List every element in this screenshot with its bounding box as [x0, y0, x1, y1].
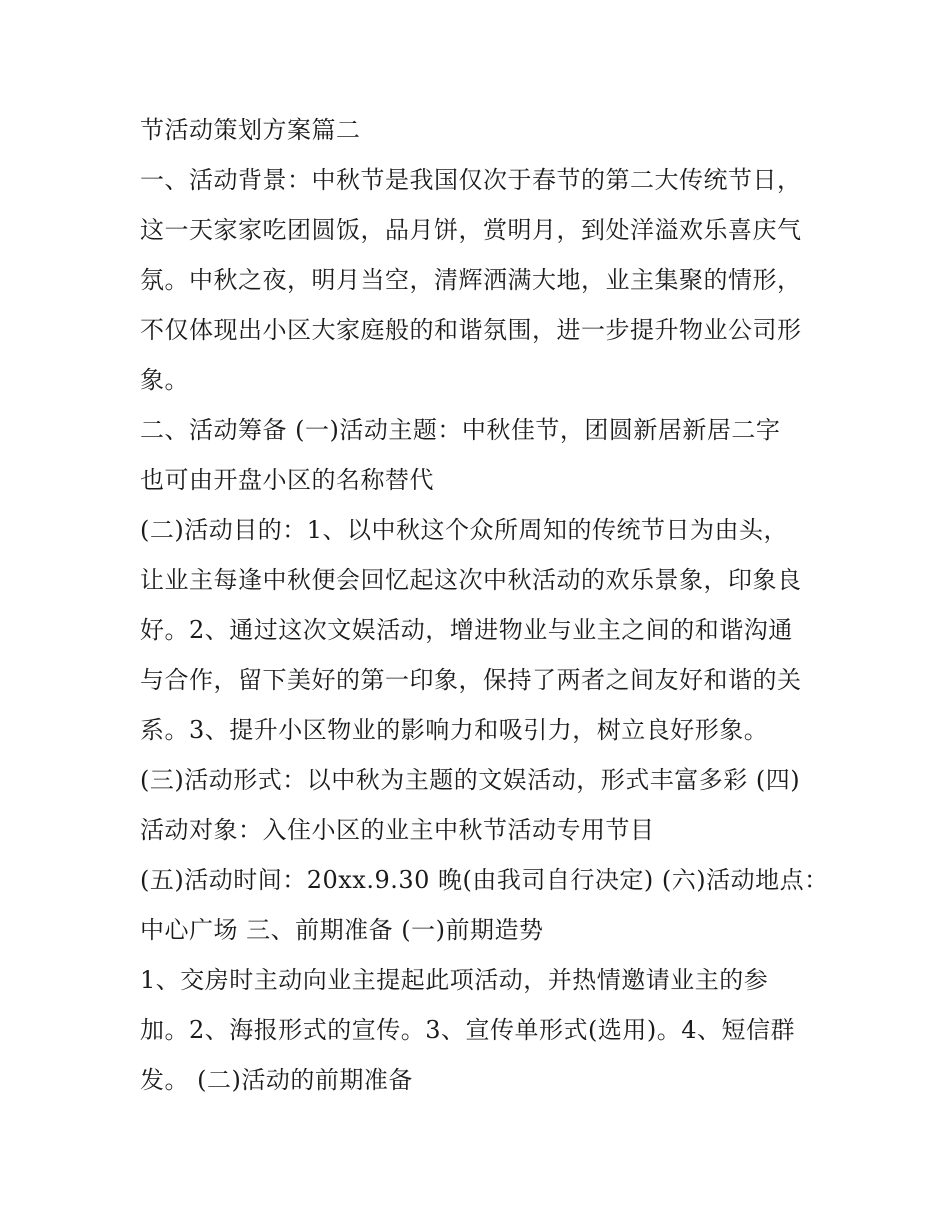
- paragraph-line: 加。2、海报形式的宣传。3、宣传单形式(选用)。4、短信群: [140, 1016, 796, 1044]
- paragraph-line: 与合作，留下美好的第一印象，保持了两者之间友好和谐的关: [140, 666, 802, 694]
- paragraph-line: 发。 (二)活动的前期准备: [140, 1066, 413, 1094]
- document-title: 节活动策划方案篇二: [140, 116, 361, 144]
- paragraph-line: (五)活动时间：20xx.9.30 晚(由我司自行决定) (六)活动地点：: [140, 866, 829, 894]
- paragraph-line: 不仅体现出小区大家庭般的和谐氛围，进一步提升物业公司形: [140, 316, 802, 344]
- paragraph-line: 好。2、通过这次文娱活动，增进物业与业主之间的和谐沟通: [140, 616, 793, 644]
- paragraph-line: 1、交房时主动向业主提起此项活动，并热情邀请业主的参: [140, 966, 769, 994]
- paragraph-line: (二)活动目的：1、以中秋这个众所周知的传统节日为由头，: [140, 516, 788, 544]
- paragraph-line: 二、活动筹备 (一)活动主题：中秋佳节，团圆新居新居二字: [140, 416, 781, 444]
- paragraph-line: 中心广场 三、前期准备 (一)前期造势: [140, 916, 544, 944]
- paragraph-line: 也可由开盘小区的名称替代: [140, 466, 434, 494]
- paragraph-line: 活动对象：入住小区的业主中秋节活动专用节目: [140, 816, 655, 844]
- paragraph-line: 氛。中秋之夜，明月当空，清辉洒满大地，业主集聚的情形，: [140, 266, 802, 294]
- paragraph-line: 系。3、提升小区物业的影响力和吸引力，树立良好形象。: [140, 716, 769, 744]
- paragraph-line: 让业主每逢中秋便会回忆起这次中秋活动的欢乐景象，印象良: [140, 566, 802, 594]
- paragraph-line: 这一天家家吃团圆饭，品月饼，赏明月，到处洋溢欢乐喜庆气: [140, 216, 802, 244]
- paragraph-line: (三)活动形式：以中秋为主题的文娱活动，形式丰富多彩 (四): [140, 766, 801, 794]
- paragraph-line: 象。: [140, 366, 189, 394]
- paragraph-line: 一、活动背景：中秋节是我国仅次于春节的第二大传统节日，: [140, 166, 802, 194]
